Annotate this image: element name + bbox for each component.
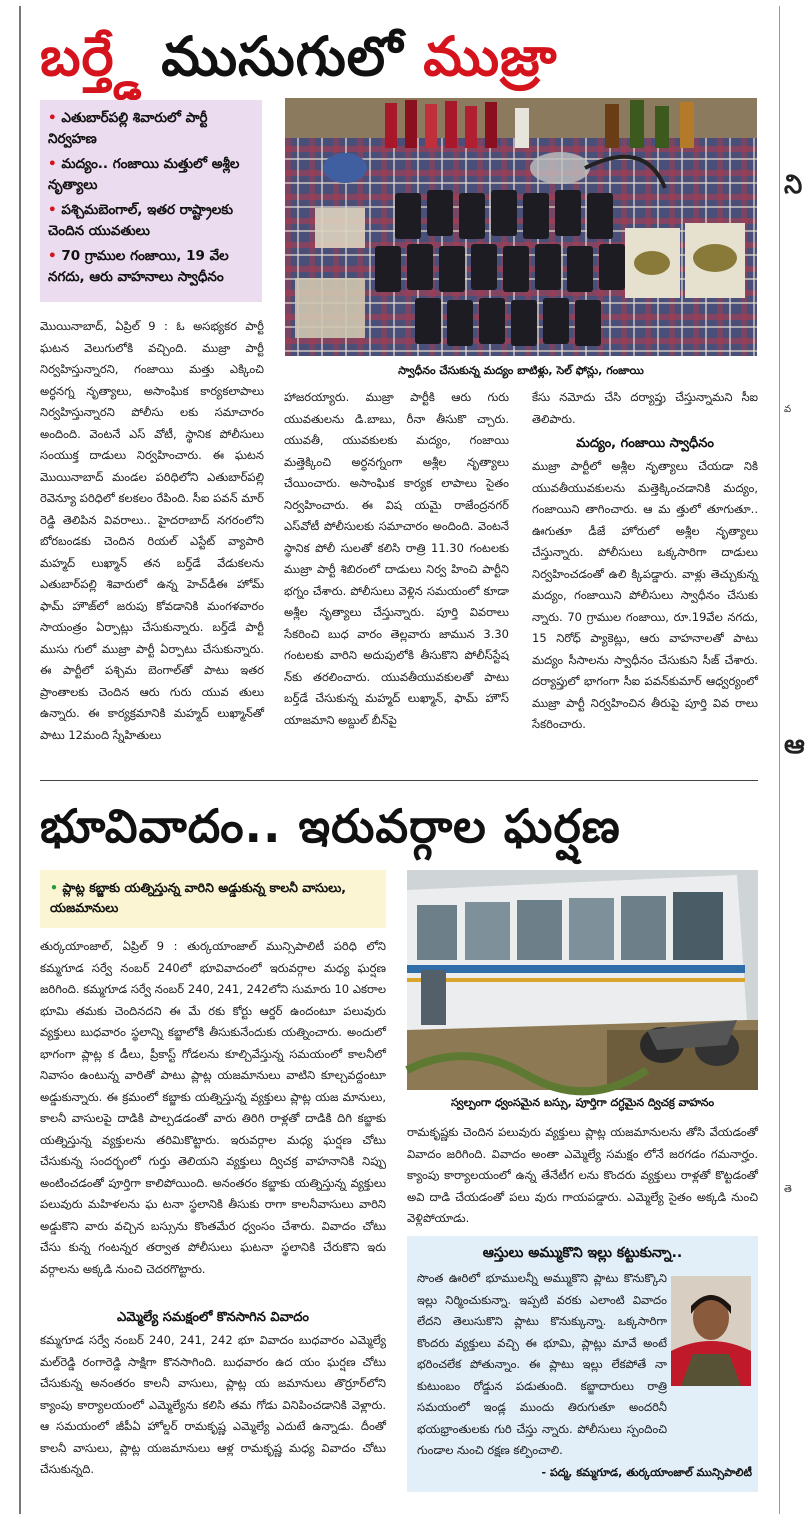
resident-portrait	[671, 1276, 751, 1386]
story1-headline	[40, 18, 770, 96]
bus-bike-illustration	[407, 870, 758, 1090]
headline-black-part: ముసుగులో	[161, 25, 404, 88]
resident-signature: - పద్మ, కమ్మగూడ, తుర్కయాంజాల్ మున్సిపాలిటీ	[541, 1466, 752, 1479]
story2-right-paragraph: రామకృష్ణకు చెందిన పలువురు వ్యక్తులు ప్లాట్ల యజమానులను తోసి వేయడంతో వివాదం జరిగింది. వివాదం అంతా ఎమ్మెల్యే సమక్షం లోనే జరగడం గమనార్హం. క్యాంపు కార్యాలయంలో ఉన్న తేనేటీగ లను కొందరు వ్యక్తులు రాళ్లతో కొట్టడంతో అవి దాడి చేయడంతో పలు వురు గాయపడ్డారు. ఎమ్మెల్యే సైతం అక్కడి నుంచి వెళ్లిపోయాడు.	[407, 1125, 758, 1225]
story1-column-3-part1: కేసు నమోదు చేసి దర్యాప్తు చేస్తున్నామని సీఐ తెలిపారు.	[532, 390, 758, 426]
story1-photo-caption: స్వాధీనం చేసుకున్న మద్యం బాటిళ్లు, సెల్ ఫోన్లు, గంజాయి	[398, 364, 644, 377]
story1-column-1: మొయినాబాద్, ఏప్రిల్ 9 : ఓ అసభ్యకర పార్టీ ఘటన వెలుగులోకి వచ్చింది. ముజ్రా పార్టీ నిర్వహిస్తున్నారని, గంజాయి మత్తు ఎక్కించి అర్ధనగ్న నృత్యాలు, అసాంఘిక కార్యకలాపాలు నిర్వహిస్తున్నారని పోలీసు లకు సమాచారం అందింది. వెంటనే ఎస్ వోటీ, స్థానిక పోలీసులు సంయుక్త దాడులు నిర్వహించారు. ఈ ఘటన మొయినాబాద్ మండల పరిధిలోని ఎతుబార్‌పల్లి రెవెన్యూ పరిధిలో కలకలం రేపింది. సీఐ పవన్‌ మార్ రెడ్డి తెలిపిన వివరాలు.. హైదరాబాద్ నగరంలోని బోరబండకు చెందిన రియల్ ఎస్టేట్ వ్యాపారి మహ్మద్ లుఖ్మాన్ తన బర్త్‌డే వేడుకలను ఎతుబార్‌పల్లి శివారులో ఉన్న హెచ్‌డీఈ హోమ్ ఫామ్ హౌజ్‌లో జరుపు కోవడానికి మంగళవారం సాయంత్రం ఏర్పాట్లు చేసుకున్నారు. బర్త్‌డే పార్టీ ముసు గులో ముజ్రా పార్టీ ఏర్పాటు చేసుకున్నారు. ఈ పార్టీలో పశ్చిమ బెంగాల్‌తో పాటు ఇతర ప్రాంతాలకు చెందిన ఆరు గురు యువ తులు ఉన్నారు. ఈ కార్యక్రమానికి మహ్మద్ లుఖ్మాన్‌తో పాటు 12మంది స్నేహితులు	[40, 319, 264, 742]
left-border	[19, 6, 21, 1514]
story2-highlight-box	[40, 870, 386, 928]
story2-headline: భూవివాదం.. ఇరువర్గాల ఘర్షణ	[40, 799, 621, 853]
story2-body: తుర్కయాంజాల్, ఏప్రిల్ 9 : తుర్కయాంజాల్ మున్సిపాలిటీ పరిధి లోని కమ్మగూడ సర్వే నంబర్ 240లో భూవివాదంలో ఇరువర్గాల మధ్య ఘర్షణ జరిగింది. కమ్మగూడ సర్వే నంబర్ 240, 241, 242లోని సుమారు 10 ఎకరాల భూమి తమకు చెందినదని ఈ మే రకు కోర్టు ఆర్డర్ ఉందంటూ పలువురు వ్యక్తులు బుధవారం స్థలాన్ని కబ్జాలోకి తీసుకునేందుకు యత్నించారు. అందులో భాగంగా ప్లాట్ల క డీలు, ప్రీకాస్ట్ గోడలను కూల్చివేస్తున్న సమయంలో కాలనీలో నివాసం ఉంటున్న వారితో పాటు ప్లాట్ల యజమానులు వాటిని కూల్చవద్దంటూ అడ్డుకున్నారు. ఈ క్రమంలో కబ్జాకు యత్నిస్తున్న వ్యక్తులు ప్లాట్ల యజ మానులు, కాలనీ వాసులపై దాడికి పాల్పడడంతో వారు తిరిగి రాళ్లతో దాడికి దిగి కబ్జాకు యత్నిస్తున్న వ్యక్తులను తరిమికొట్టారు. ఇరువర్గాల మధ్య ఘర్షణ చోటు చేసుకున్న సందర్భంలో గుర్తు తెలియని వ్యక్తులు ద్విచక్ర వాహనానికి నిప్పు అంటించడంతో పూర్తిగా కాలిపోయింది. అనంతరం కబ్జాకు యత్నిస్తున్న వ్యక్తులు పలువురు మహిళలను ఘ టనా స్థలానికి తీసుకు రాగా కాలనీవాసులు వారిని అడ్డుకొని వారు వచ్చిన బస్సును కొంతమేర ధ్వంసం చేశారు. వివాదం చోటు చేసు కున్న గంటన్నర తర్వాత పోలీసులు ఘటనా స్థలానికి చేరుకొని ఇరు వర్గాలను అక్కడి నుంచి చెదరగొట్టారు.	[40, 939, 386, 1276]
headline-red-part2: ముజ్రా	[423, 25, 558, 88]
seized-items-illustration	[285, 98, 757, 356]
highlight-item: • ఎతుబార్‌పల్లి శివారులో పార్టీ నిర్వహణ	[48, 110, 208, 147]
highlight-item: • ప్లాట్ల కబ్జాకు యత్నిస్తున్న వారిని అడ్డుకున్న కాలనీ వాసులు, యజమానులు	[50, 880, 347, 915]
bus-bike-photo	[407, 870, 758, 1090]
story1-column-3-part2: ముజ్రా పార్టీలో అశ్లీల నృత్యాలు చేయడా నికి యువతీయువకులను మత్తెక్కించడానికి మద్యం, గంజాయిని తాగించారు. ఆ మ త్తులో తూగుతూ.. ఊగుతూ డీజే హోరులో అశ్లీల నృత్యాలు చేస్తున్నారు. పోలీసులు ఒక్కసారిగా దాడులు నిర్వహించడంతో ఉలి క్కిపడ్డారు. వాళ్లు తెచ్చుకున్న మద్యం, గంజాయిని పోలీసులు స్వాధీనం చేసుకు న్నారు. 70 గ్రాముల గంజాయి, రూ.19వేల నగదు, 15 నిరోధ్ ప్యాకెట్లు, ఆరు వాహనాలతో పాటు మద్యం సీసాలను స్వాధీనం చేసుకుని సీజ్ చేశారు. దర్యాప్తులో భాగంగా సీఐ పవన్‌కుమార్ ఆధ్వర్యంలో ముజ్రా పార్టీ నిర్వహించిన తీరుపై పూర్తి వివ రాలు సేకరించారు.	[532, 459, 758, 731]
highlight-item: • 70 గ్రాముల గంజాయి, 19 వేల నగదు, ఆరు వాహనాలు స్వాధీనం	[48, 248, 229, 285]
resident-quote-title: ఆస్తులు అమ్ముకొని ఇల్లు కట్టుకున్నా..	[482, 1245, 683, 1261]
story1-column-3-subhead: మద్యం, గంజాయి స్వాధీనం	[576, 436, 714, 451]
right-border	[779, 6, 780, 1514]
resident-photo	[671, 1276, 751, 1386]
adjacent-page-glyph: ని	[784, 170, 803, 200]
story2-photo-caption: స్వల్పంగా ధ్వంసమైన బస్సు, పూర్తిగా దగ్ధమైన ద్విచక్ర వాహనం	[450, 1096, 715, 1109]
headline-red-part1: బర్త్డే	[40, 25, 142, 88]
adjacent-page-text-strip: వ	[784, 404, 792, 415]
adjacent-page-glyph: ఆ	[784, 730, 805, 760]
seized-items-photo	[285, 98, 757, 356]
story1-highlights-box	[40, 100, 262, 302]
adjacent-page-text-strip: తె	[784, 1184, 792, 1195]
story2-subhead: ఎమ్మెల్యే సమక్షంలో కొనసాగిన వివాదం	[116, 1310, 310, 1325]
story-divider	[40, 780, 758, 781]
resident-quote-box	[407, 1236, 758, 1492]
story1-column-2: హాజరయ్యారు. ముజ్రా పార్టీకి ఆరు గురు యువతులను డి.బాబు, రీనా తీసుకొ చ్చారు. యువతీ, యువకులకు మద్యం, గంజాయి మత్తెక్కించి అర్ధనగ్నంగా అశ్లీల నృత్యాలు చేయించారు. అసాంఘిక కార్యక లాపాలు సైతం నిర్వహించారు. ఈ విష యమై రాజేంద్రనగర్ ఎస్‌వోటీ పోలీసులకు సమాచారం అందింది. వెంటనే స్థానిక పోలీ సులతో కలిసి రాత్రి 11.30 గంటలకు ముజ్రా పార్టీ శిబిరంలో దాడులు నిర్వ హించి పార్టీని భగ్నం చేశారు. పోలీసులు వెళ్లిన సమయంలో కూడా అశ్లీల నృత్యాలు చేస్తున్నారు. పూర్తి వివరాలు సేకరించి బుధ వారం తెల్లవారు జామున 3.30 గంటలకు వారిని అదుపులోకి తీసుకొని పోలీస్‌స్టేష న్‌కు తరలించారు. యువతీయువకులతో పాటు బర్త్‌డే చేసుకున్న మహ్మద్ లుఖ్మాన్, ఫామ్ హౌస్ యాజమాని అబ్దుల్ బీన్‌పై	[284, 390, 509, 727]
highlight-item: • మద్యం.. గంజాయి మత్తులో అశ్లీల నృత్యాలు	[48, 156, 240, 193]
story2-body-2: కమ్మగూడ సర్వే నంబర్ 240, 241, 242 భూ వివాదం బుధవారం ఎమ్మెల్యే మల్‌రెడ్డి రంగారెడ్డి సాక్షిగా కొనసాగింది. బుధవారం ఉద యం ఘర్షణ చోటు చేసుకున్న అనంతరం కాలనీ వాసులు, ప్లాట్ల య జమానులు తొర్రూర్‌లోని క్యాంపు కార్యాలయంలో ఎమ్మెల్యేను కలిసి తమ గోడు వినిపించడానికి వెళ్లారు. ఆ సమయంలో జీపీఏ హోల్డర్ రామకృష్ణ ఎమ్మెల్యే ఎదుటే ఉన్నాడు. దీంతో కాలనీ వాసులు, ప్లాట్ల యజమానులు ఆళ్ల రామకృష్ణ మధ్య వివాదం చోటు చేసుకున్నది.	[40, 1333, 386, 1476]
highlight-item: • పశ్చిమబెంగాల్, ఇతర రాష్ట్రాలకు చెందిన యువతులు	[48, 202, 234, 239]
resident-quote-body: సొంత ఊరిలో భూములన్నీ అమ్ముకొని ప్లాటు కొనుక్కొని ఇల్లు నిర్మించుకున్నా. ఇప్పటి వరకు ఎలాంటి వివాదం లేదని తెలుసుకొని ప్లాటు కొనుక్కున్నా. ఒక్కసారిగా కొందరు వ్యక్తులు వచ్చి ఈ భూమి, ప్లాట్లు మావే అంటే భరించలేక పోతున్నాం. ఈ ప్లాటు ఇల్లు లేకపోతే నా కుటుంబం రోడ్డున పడుతుంది. కబ్జాదారులు రాత్రి సమయంలో ఇండ్ల ముందు తిరుగుతూ అందరినీ భయభ్రాంతులకు గురి చేస్తు న్నారు. పోలీసులు స్పందించి గుండాల నుంచి రక్షణ కల్పించాలి.	[417, 1271, 667, 1457]
